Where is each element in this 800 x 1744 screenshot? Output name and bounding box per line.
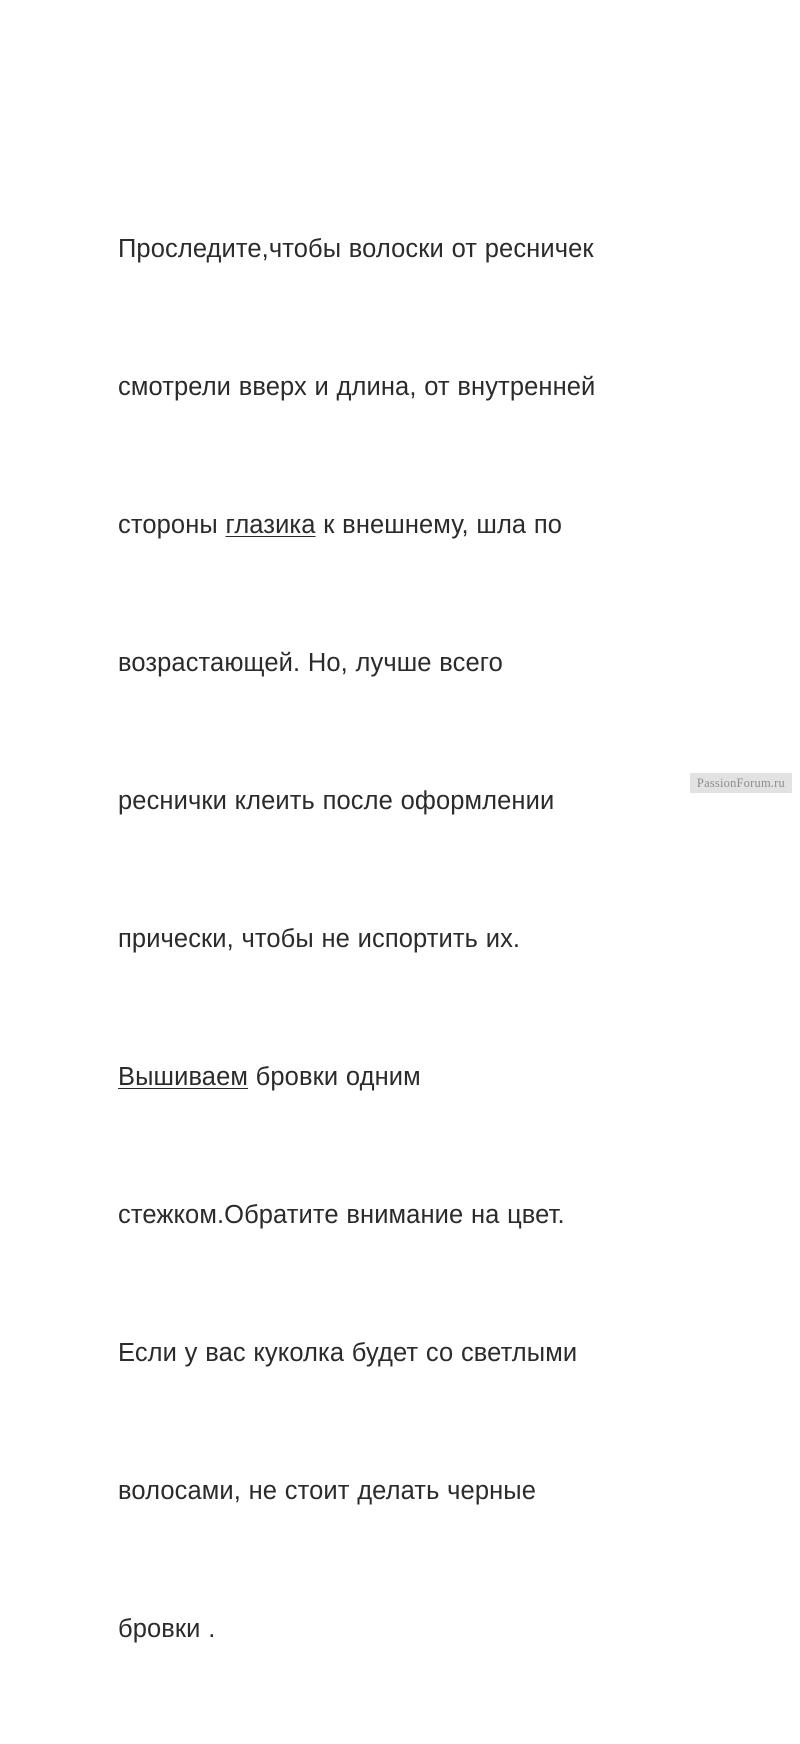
text-line-4: возрастающей. Но, лучше всего [118, 649, 503, 677]
text-line-7 [118, 1054, 698, 1100]
text-line-3-prefix: стороны [118, 511, 226, 539]
document-text [118, 134, 698, 1744]
text-line-7-suffix: бровки одним [248, 1063, 421, 1091]
text-line-2: смотрели вверх и длина, от внутренней [118, 373, 596, 401]
underlined-word-vyshivaem: Вышиваем [118, 1063, 248, 1091]
text-line-10: волосами, не стоит делать черные [118, 1477, 536, 1505]
text-line-6: прически, чтобы не испортить их. [118, 925, 521, 953]
text-line-9: Если у вас куколка будет со светлыми [118, 1339, 578, 1367]
underlined-word-glazika: глазика [225, 511, 316, 539]
text-line-3-suffix: к внешнему, шла по [315, 511, 563, 539]
text-line-3 [118, 502, 698, 548]
text-line-1: Проследите,чтобы волоски от ресничек [118, 235, 594, 263]
text-line-5: реснички клеить после оформлении [118, 787, 555, 815]
text-line-8: стежком.Обратите внимание на цвет. [118, 1201, 565, 1229]
watermark-label: PassionForum.ru [690, 773, 792, 793]
text-line-11: бровки . [118, 1615, 216, 1643]
